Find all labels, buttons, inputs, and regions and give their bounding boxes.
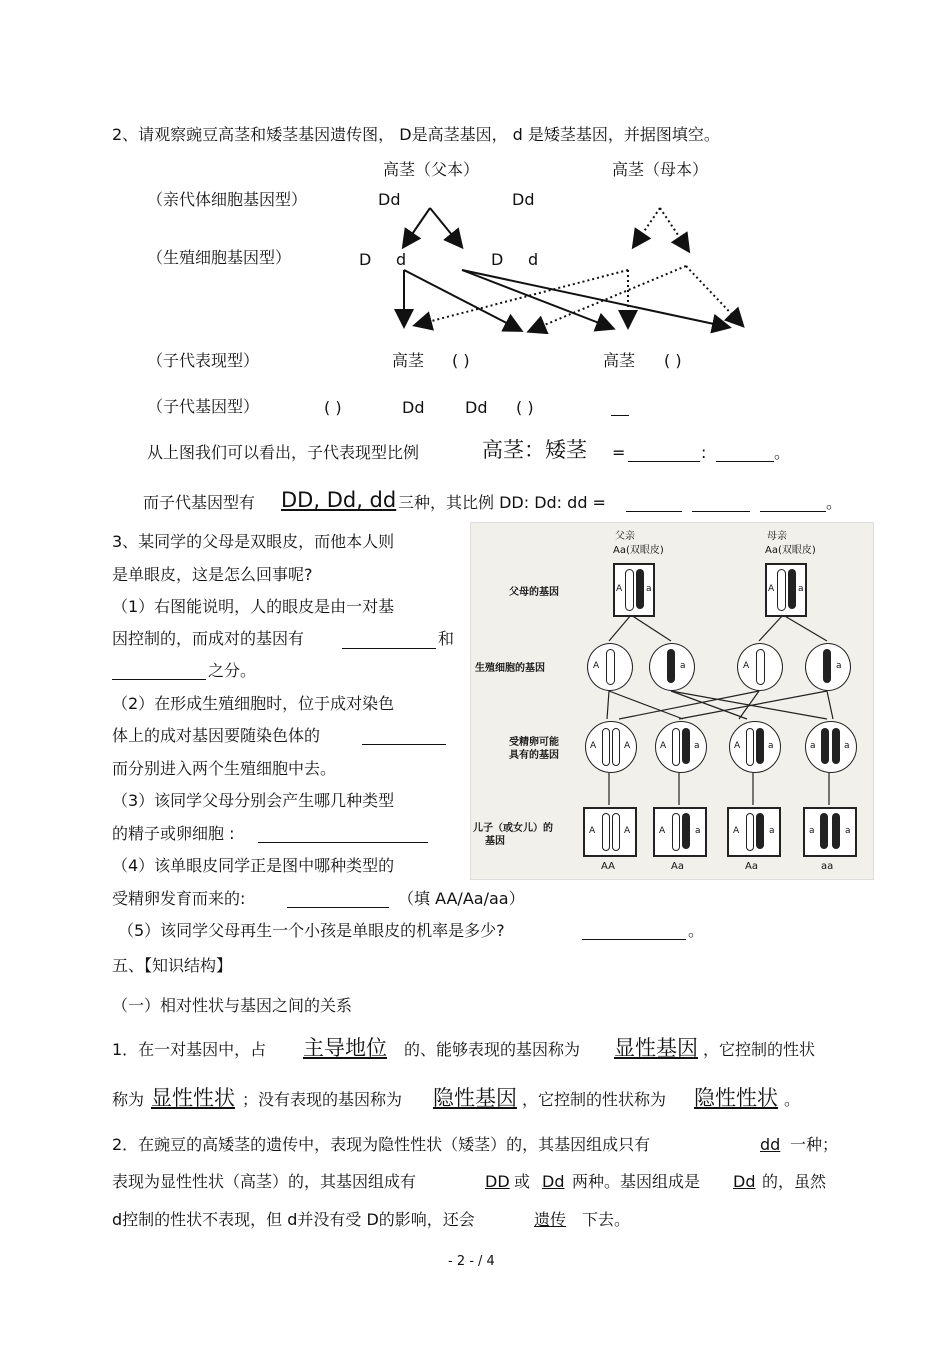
fig-chromosome xyxy=(672,813,680,851)
page-number: - 2 - / 4 xyxy=(448,1254,495,1269)
fig-chromosome xyxy=(777,569,786,611)
fig-allele: A xyxy=(768,584,775,594)
fig-allele: a xyxy=(809,826,815,836)
arrow-md-to-4 xyxy=(686,266,742,325)
fig-chromosome xyxy=(625,569,634,611)
fig-child-Aa-2 xyxy=(727,807,781,857)
ratio-colon: : xyxy=(701,443,707,462)
father-genotype: Dd xyxy=(378,190,401,209)
section5-title: 五、【知识结构】 xyxy=(112,956,233,975)
arrow-mD-to-1 xyxy=(416,270,628,325)
pheno-tall-1: 高茎 xyxy=(392,351,425,370)
fig-chromosome xyxy=(832,813,840,849)
fig-father-label: 父亲 xyxy=(615,531,635,542)
s2-text-h: 下去。 xyxy=(582,1210,631,1229)
q3-line2: 是单眼皮，这是怎么回事呢? xyxy=(112,565,313,584)
q3-p5: （5）该同学父母再生一个小孩是单眼皮的机率是多少? xyxy=(118,921,505,940)
s1-fill-recessive-trait: 隐性性状 xyxy=(694,1086,778,1110)
q3-p2a: （2）在形成生殖细胞时，位于成对染色 xyxy=(112,694,395,713)
arrow-d-to-3 xyxy=(462,270,612,328)
fig-chromosome xyxy=(682,728,690,764)
fig-allele: a xyxy=(680,661,686,671)
s2-text-d: 或 xyxy=(514,1172,531,1191)
fig-child-aa xyxy=(803,807,857,857)
fig-allele: a xyxy=(845,826,851,836)
fig-chromosome xyxy=(821,728,829,764)
fig-zygote-AA xyxy=(585,721,637,773)
fig-row-child-a: 儿子（或女儿）的 xyxy=(473,823,553,834)
fig-allele: A xyxy=(624,826,631,836)
q3-p3b: 的精子或卵细胞 : xyxy=(112,824,235,843)
fig-allele: a xyxy=(768,741,774,751)
s1-text-d: 称为 xyxy=(112,1090,145,1109)
fig-child-label-1: AA xyxy=(601,861,615,872)
q3-p2b: 体上的成对基因要随染色体的 xyxy=(112,726,321,745)
pheno-blank-2: ( ) xyxy=(664,351,682,370)
fig-allele: a xyxy=(769,826,775,836)
fig-mother-label: 母亲 xyxy=(767,531,787,542)
ratio-text: 从上图我们可以看出，子代表现型比例 xyxy=(147,443,420,462)
s2-fill-inherit: 遗传 xyxy=(534,1210,567,1229)
fig-chromosome xyxy=(667,649,675,683)
s1-text-e: ；没有表现的基因称为 xyxy=(242,1090,403,1109)
fig-chromosome xyxy=(746,728,754,766)
gamete-mother-d: d xyxy=(528,250,539,269)
fig-allele: a xyxy=(844,741,850,751)
q3-p4a: （4）该单眼皮同学正是图中哪种类型的 xyxy=(112,856,395,875)
q3-p5-end: 。 xyxy=(688,921,705,940)
fig-chromosome xyxy=(602,728,610,766)
fig-chromosome xyxy=(606,649,615,685)
q3-p1b: 因控制的，而成对的基因有 xyxy=(112,629,305,648)
s2-text-f: 的，虽然 xyxy=(762,1172,827,1191)
s2-text-g: d控制的性状不表现，但 d并没有受 D的影响，还会 xyxy=(112,1210,475,1229)
fig-mother-cell xyxy=(765,563,807,617)
s1-text-f: ，它控制的性状称为 xyxy=(522,1090,667,1109)
q3-p2c: 而分别进入两个生殖细胞中去。 xyxy=(112,759,337,778)
fig-allele: A xyxy=(660,741,667,751)
arrow-mother-D xyxy=(634,208,660,246)
fig-chromosome xyxy=(636,569,644,609)
fig-allele: a xyxy=(646,584,652,594)
fig-allele: A xyxy=(659,826,666,836)
ratio-end: 。 xyxy=(774,443,791,462)
fig-child-Aa-1 xyxy=(653,807,707,857)
fig-gamete-a-father xyxy=(649,643,695,691)
q2-title: 2、请观察豌豆高茎和矮茎基因遗传图， D是高茎基因， d 是矮茎基因，并据图填空。 xyxy=(112,125,720,144)
fig-allele: A xyxy=(616,584,623,594)
q3-p4b-end: （填 AA/Aa/aa） xyxy=(398,889,525,908)
s1-fill-dominant-trait: 显性性状 xyxy=(151,1086,235,1110)
q3-blank-dominant[interactable] xyxy=(342,648,436,649)
geno-text-2: 三种，其比例 DD: Dd: dd = xyxy=(398,493,606,512)
arrow-father-d xyxy=(430,208,461,246)
fig-allele: A xyxy=(733,826,740,836)
geno-Dd-2: Dd xyxy=(465,398,488,417)
fig-chromosome xyxy=(612,813,620,851)
fig-row-child-b: 基因 xyxy=(485,836,505,847)
s1-fill-dominant-position: 主导地位 xyxy=(303,1036,387,1060)
s1-text-a: 1．在一对基因中，占 xyxy=(112,1040,267,1059)
fig-chromosome xyxy=(788,569,796,609)
ratio-eq: = xyxy=(612,443,626,462)
gamete-mother-D: D xyxy=(491,250,504,269)
pheno-tall-2: 高茎 xyxy=(603,351,636,370)
fig-row-gametes: 生殖细胞的基因 xyxy=(475,663,545,674)
fig-zygote-Aa-1 xyxy=(655,721,707,773)
fig-child-label-4: aa xyxy=(821,861,834,872)
fig-child-AA xyxy=(583,807,637,857)
fig-chromosome xyxy=(756,813,764,849)
gamete-father-D: D xyxy=(359,250,372,269)
s1-text-c: ，它控制的性状 xyxy=(703,1040,816,1059)
fig-allele: a xyxy=(695,826,701,836)
fig-row-zygote-a: 受精卵可能 xyxy=(509,737,559,748)
fig-allele: A xyxy=(734,741,741,751)
fig-row-zygote-b: 具有的基因 xyxy=(509,750,559,761)
s2-fill-Dd-2: Dd xyxy=(733,1172,756,1191)
geno-blank-2: ( ) xyxy=(516,398,534,417)
father-label: 高茎（父本） xyxy=(383,160,480,179)
fig-chromosome xyxy=(672,728,680,766)
arrow-mother-d xyxy=(660,208,688,250)
q3-p3a: （3）该同学父母分别会产生哪几种类型 xyxy=(112,791,395,810)
fig-chromosome xyxy=(823,649,831,683)
q3-p4b: 受精卵发育而来的: xyxy=(112,889,246,908)
row-parent-label: （亲代体细胞基因型） xyxy=(147,190,308,209)
s2-text-e: 两种。基因组成是 xyxy=(572,1172,701,1191)
mother-genotype: Dd xyxy=(512,190,535,209)
s1-text-b: 的、能够表现的基因称为 xyxy=(404,1040,581,1059)
fig-gamete-a-mother xyxy=(805,643,851,691)
fig-allele: A xyxy=(743,661,750,671)
fig-father-geno: Aa(双眼皮) xyxy=(613,545,664,556)
q3-p1c-end: 之分。 xyxy=(208,661,257,680)
q3-line1: 3、某同学的父母是双眼皮，而他本人则 xyxy=(112,532,395,551)
ratio-tall-short: 高茎：矮茎 xyxy=(482,438,587,462)
fig-allele: a xyxy=(798,584,804,594)
fig-allele: a xyxy=(836,661,842,671)
fig-allele: a xyxy=(810,741,816,751)
s2-text-b: 一种； xyxy=(790,1135,839,1154)
fig-chromosome xyxy=(756,728,764,764)
fig-chromosome xyxy=(682,813,690,849)
fig-allele: A xyxy=(593,661,600,671)
gamete-father-d: d xyxy=(396,250,407,269)
fig-allele: A xyxy=(589,826,596,836)
s1-fill-dominant-gene: 显性基因 xyxy=(614,1036,698,1060)
geno-blank-1: ( ) xyxy=(324,398,342,417)
q3-blank-separation[interactable] xyxy=(362,744,446,745)
fig-zygote-aa xyxy=(805,721,857,773)
fig-chromosome xyxy=(832,728,840,764)
fig-child-label-2: Aa xyxy=(671,861,684,872)
q3-blank-probability[interactable] xyxy=(582,939,686,940)
s2-fill-DD: DD xyxy=(485,1172,510,1191)
geno-text-1: 而子代基因型有 xyxy=(143,493,256,512)
s2-fill-Dd-1: Dd xyxy=(542,1172,565,1191)
q3-blank-gametes[interactable] xyxy=(258,842,428,843)
geno-types: DD, Dd, dd xyxy=(281,488,397,512)
mother-label: 高茎（母本） xyxy=(612,160,709,179)
fig-gamete-A-mother xyxy=(737,643,783,691)
fig-gamete-A-father xyxy=(587,643,633,691)
q3-p1b-end: 和 xyxy=(438,629,455,648)
s1-fill-recessive-gene: 隐性基因 xyxy=(433,1086,517,1110)
fig-mother-geno: Aa(双眼皮) xyxy=(765,545,816,556)
fig-chromosome xyxy=(756,649,765,685)
pheno-blank-1: ( ) xyxy=(452,351,470,370)
s2-text-a: 2．在豌豆的高矮茎的遗传中，表现为隐性性状（矮茎）的，其基因组成只有 xyxy=(112,1135,651,1154)
fig-zygote-Aa-2 xyxy=(729,721,781,773)
arrow-father-D xyxy=(404,208,430,246)
geno-end: 。 xyxy=(826,493,843,512)
fig-allele: a xyxy=(694,741,700,751)
fig-chromosome xyxy=(746,813,754,851)
fig-allele: A xyxy=(590,741,597,751)
q3-blank-zygote[interactable] xyxy=(287,907,389,908)
arrow-d-to-4 xyxy=(462,270,728,327)
fig-chromosome xyxy=(820,813,828,849)
row-geno-label: （子代基因型） xyxy=(147,397,260,416)
row-pheno-label: （子代表现型） xyxy=(147,351,260,370)
q3-p1a: （1）右图能说明，人的眼皮是由一对基 xyxy=(112,597,395,616)
fig-child-label-3: Aa xyxy=(745,861,758,872)
s2-fill-dd: dd xyxy=(760,1135,781,1154)
fig-chromosome xyxy=(612,728,620,766)
q3-blank-recessive[interactable] xyxy=(112,679,206,680)
geno-Dd-1: Dd xyxy=(402,398,425,417)
s2-text-c: 表现为显性性状（高茎）的，其基因组成有 xyxy=(112,1172,417,1191)
fig-allele: A xyxy=(624,741,631,751)
fig-chromosome xyxy=(602,813,610,851)
fig-row-parents: 父母的基因 xyxy=(509,587,559,598)
fig-father-cell xyxy=(613,563,655,617)
eyelid-inheritance-figure xyxy=(470,522,874,880)
section5-sub1: （一）相对性状与基因之间的关系 xyxy=(112,996,353,1015)
row-gamete-label: （生殖细胞基因型） xyxy=(147,248,292,267)
s1-text-g: 。 xyxy=(784,1090,801,1109)
